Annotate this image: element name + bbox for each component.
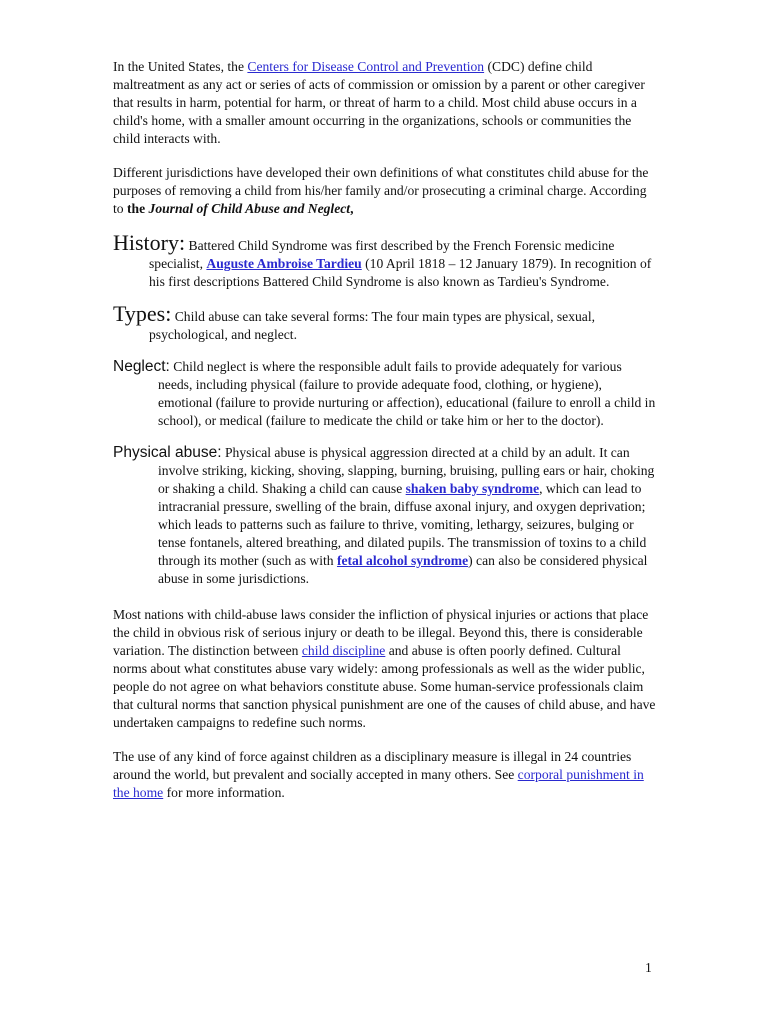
text: for more information.: [163, 785, 285, 800]
text-bold: the: [126, 201, 149, 216]
text: In the United States, the: [113, 59, 248, 74]
paragraph-jurisdictions: [113, 164, 658, 218]
link-corporal-punishment[interactable]: corporal punishment in the home: [113, 767, 644, 800]
text: Different jurisdictions have developed their own definitions of what constitutes child abuse for the purposes of removing a child from his/her family and/or prosecuting a criminal charge. According to: [113, 165, 649, 216]
link-tardieu[interactable]: Auguste Ambroise Tardieu: [206, 256, 362, 271]
text: , which can lead to intracranial pressure, swelling of the brain, diffuse axonal injury, and oxygen deprivation; which leads to patterns such as failure to thrive, vomiting, lethargy, seizures, bulging or tense fontanels, altered breathing, and dilated pupils. The transmission of toxins to a child through its mother (such as with: [158, 481, 647, 568]
paragraph-cdc-definition: [113, 58, 658, 148]
text: Most nations with child-abuse laws consider the infliction of physical injuries or actions that place the child in obvious risk of serious injury or death to be illegal. Beyond this, there is considerable variation. The distinction between: [113, 607, 649, 658]
section-physical-abuse: [113, 444, 658, 588]
heading-history: History:: [113, 230, 186, 255]
heading-neglect: Neglect:: [113, 358, 170, 375]
text: Battered Child Syndrome was first described by the French Forensic medicine specialist,: [149, 238, 615, 271]
text: (10 April 1818 – 12 January 1879). In recognition of his first descriptions Battered Child Syndrome is also known as Tardieu's Syndrome.: [149, 256, 652, 289]
text: (CDC) define child maltreatment as any act or series of acts of commission or omission by a parent or other caregiver that results in harm, potential for harm, or threat of harm to a child. Most child abuse occurs in a child's home, with a smaller amount occurring in the organizations, schools or communities the child interacts with.: [113, 59, 645, 146]
text: Child neglect is where the responsible adult fails to provide adequately for various needs, including physical (failure to provide adequate food, clothing, or hygiene), emotional (failure to provide nurturing or affection), educational (failure to enroll a child in school), or medical (failure to medicate the child or take him or her to the doctor).: [158, 359, 656, 428]
heading-types: Types:: [113, 301, 172, 326]
link-shaken-baby-syndrome[interactable]: shaken baby syndrome: [405, 481, 540, 496]
text: The use of any kind of force against children as a disciplinary measure is illegal in 24 countries around the world, but prevalent and socially accepted in many others. See: [113, 749, 632, 782]
journal-title: Journal of Child Abuse and Neglect: [148, 201, 351, 216]
text: Child abuse can take several forms: The four main types are physical, sexual, psychological, and neglect.: [149, 309, 596, 342]
paragraph-force-illegal: [113, 748, 658, 802]
text: and abuse is often poorly defined. Cultural norms about what constitutes abuse vary widely: among professionals as well as the wider public, people do not agree on what behaviors constitute abuse. Some human-service professionals claim that cultural norms that sanction physical punishment are one of the causes of child abuse, and have undertaken campaigns to redefine such norms.: [113, 643, 656, 730]
section-neglect: [113, 358, 658, 430]
section-types: [113, 301, 658, 344]
paragraph-child-abuse-laws: [113, 606, 658, 732]
text: ) can also be considered physical abuse in some jurisdictions.: [158, 553, 648, 586]
page-number: 1: [645, 960, 652, 975]
link-fetal-alcohol-syndrome[interactable]: fetal alcohol syndrome: [336, 553, 469, 568]
text: Physical abuse is physical aggression directed at a child by an adult. It can involve striking, kicking, shoving, slapping, burning, bruising, pulling ears or hair, choking or shaking a child. Shaking a child can cause: [158, 445, 655, 496]
document-page: [113, 58, 658, 818]
heading-physical-abuse: Physical abuse:: [113, 444, 222, 461]
section-history: [113, 230, 658, 291]
text: ,: [350, 201, 354, 216]
link-child-discipline[interactable]: child discipline: [301, 643, 386, 658]
link-cdc[interactable]: Centers for Disease Control and Prevention: [247, 59, 485, 74]
